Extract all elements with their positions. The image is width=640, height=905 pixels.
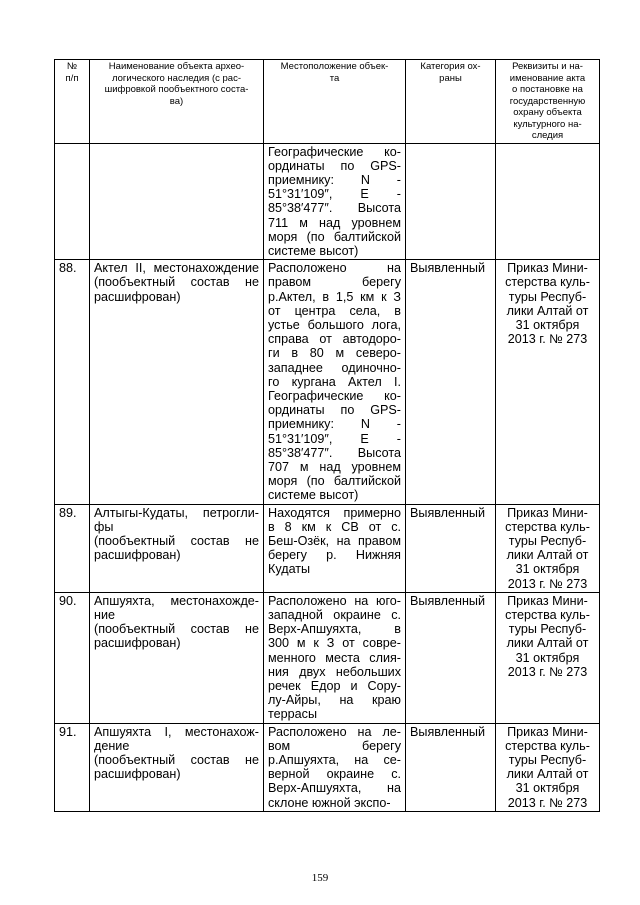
object-location-line: ги в 80 м северо- [268, 346, 401, 361]
act-details-line: 2013 г. № 273 [507, 795, 588, 810]
object-location-line: берегу р. Нижняя [268, 548, 401, 563]
object-name [90, 592, 264, 723]
row-number [55, 143, 90, 260]
header-line: следия [531, 130, 564, 141]
object-location-line: го кургана Актел I. [268, 374, 401, 389]
act-details-line: туры Респуб- [508, 753, 587, 768]
row-number: 88. [55, 260, 90, 504]
header-line: культурного на- [513, 118, 582, 130]
object-location [264, 723, 406, 811]
act-details-line: Приказ Мини- [507, 505, 588, 520]
act-details-line: туры Респуб- [508, 289, 587, 304]
object-location-line: р.Апшуяхта, на се- [268, 753, 401, 768]
protection-category: Выявленный [406, 260, 496, 504]
header-line: Реквизиты и на- [512, 61, 583, 72]
object-location-line: Кудаты [268, 562, 311, 577]
object-location-line: вом берегу [268, 738, 401, 753]
object-name-line: (пообъектный состав не [94, 622, 259, 637]
object-location-line: западнее одиночно- [268, 360, 401, 375]
object-location-line: устье большого лога, [268, 317, 401, 332]
header-line: шифровкой пообъектного соста- [104, 84, 249, 95]
object-location-line: 51°31′109″, E - [268, 187, 401, 202]
object-name [90, 143, 264, 260]
act-details-line: стерства куль- [505, 519, 590, 534]
object-location-line: в 8 км к СВ от с. [268, 519, 401, 534]
header-location [264, 60, 406, 144]
protection-category: Выявленный [406, 504, 496, 592]
header-line: п/п [65, 72, 79, 84]
header-line: именование акта [509, 72, 586, 84]
protection-category [406, 143, 496, 260]
object-location [264, 592, 406, 723]
object-location-line: Расположено на юго- [268, 593, 401, 608]
object-location-line: Верх-Апшуяхта, на [268, 781, 401, 796]
act-details-line: 31 октября [515, 781, 580, 796]
act-details-line: Приказ Мини- [507, 593, 588, 608]
act-details [496, 143, 600, 260]
act-details-line: туры Респуб- [508, 622, 587, 637]
object-location-line: речек Едор и Сору- [268, 679, 401, 694]
object-location-line: системе высот) [268, 243, 359, 258]
act-details-line: стерства куль- [505, 275, 590, 290]
object-location-line: Расположено на ле- [268, 724, 401, 739]
object-location-line: от центра села, в [268, 303, 401, 318]
act-details-line: 2013 г. № 273 [507, 576, 588, 591]
table-row [55, 592, 600, 723]
object-location-line: 51°31′109″, E - [268, 431, 401, 446]
table-row [55, 504, 600, 592]
act-details-line: 31 октября [515, 562, 580, 577]
object-location-line: приемнику: N - [268, 417, 401, 432]
object-name-line: Апшуяхта, местонахожде- [94, 593, 259, 608]
object-name-line: (пообъектный состав не [94, 533, 259, 548]
object-name-line: дение [94, 738, 130, 753]
object-location [264, 260, 406, 504]
header-line: охрану объекта [513, 107, 582, 118]
object-name-line: фы [94, 519, 114, 534]
object-name-line: расшифрован) [94, 548, 181, 563]
act-details-line: 31 октября [515, 650, 580, 665]
header-line: Наименование объекта архео- [108, 61, 245, 72]
heritage-table [54, 59, 600, 812]
header-line: № [66, 61, 78, 72]
act-details-line: лики Алтай от [506, 636, 589, 651]
object-location-line: р.Актел, в 1,5 км к З [268, 289, 401, 304]
object-location-line: ординаты по GPS- [268, 158, 401, 173]
protection-category: Выявленный [406, 723, 496, 811]
object-location-line: моря (по балтийской [268, 474, 401, 489]
act-details-line: лики Алтай от [506, 303, 589, 318]
object-location-line: правом берегу [268, 275, 401, 290]
object-location-line: террасы [268, 707, 317, 722]
act-details [496, 260, 600, 504]
object-name-line: (пообъектный состав не [94, 753, 259, 768]
object-name [90, 504, 264, 592]
object-name-line: Актел II, местонахождение [94, 261, 259, 276]
object-name-line: ние [94, 608, 115, 622]
object-location-line: ния двух небольших [268, 664, 401, 679]
object-location [264, 504, 406, 592]
object-location-line: западной окраине с. [268, 608, 401, 622]
act-details-line: 31 октября [515, 317, 580, 332]
table-row [55, 143, 600, 260]
object-name [90, 723, 264, 811]
act-details-line: стерства куль- [505, 738, 590, 753]
object-location-line: менного места слия- [268, 650, 401, 665]
row-number: 90. [55, 592, 90, 723]
act-details [496, 723, 600, 811]
header-category [406, 60, 496, 144]
object-location-line: Верх-Апшуяхта, в [268, 622, 401, 637]
object-name-line: расшифрован) [94, 636, 181, 651]
object-location-line: 85°38′477″. Высота [268, 201, 401, 216]
act-details-line: туры Респуб- [508, 533, 587, 548]
object-location-line: склоне южной экспо- [268, 795, 391, 810]
header-line: Местоположение объек- [280, 61, 389, 72]
page-number: 159 [311, 872, 329, 884]
object-location-line: Беш-Озёк, на правом [268, 533, 401, 548]
object-location-line: 300 м к З от совре- [268, 636, 401, 651]
object-name-line: расшифрован) [94, 767, 181, 782]
table-row [55, 723, 600, 811]
header-line: раны [439, 72, 462, 84]
row-number: 91. [55, 723, 90, 811]
object-name-line: Алтыгы-Кудаты, петрогли- [94, 505, 259, 520]
object-location-line: Географические ко- [268, 144, 401, 159]
table-row [55, 260, 600, 504]
header-line: Категория ох- [420, 61, 481, 72]
object-location-line: 707 м над уровнем [268, 459, 401, 474]
table-body [55, 143, 600, 811]
header-name [90, 60, 264, 144]
object-location-line: верной окраине с. [268, 767, 401, 782]
header-line: логического наследия (с рас- [112, 72, 241, 84]
object-location-line: лу-Айры, на краю [268, 693, 401, 708]
act-details [496, 592, 600, 723]
act-details-line: лики Алтай от [506, 548, 589, 563]
header-act [496, 60, 600, 144]
object-location-line: справа от автодоро- [268, 332, 401, 347]
act-details-line: Приказ Мини- [507, 724, 588, 739]
header-line: та [329, 72, 340, 84]
object-location-line: Географические ко- [268, 388, 401, 403]
act-details [496, 504, 600, 592]
object-location-line: системе высот) [268, 488, 359, 503]
object-location-line: моря (по балтийской [268, 229, 401, 244]
object-name-line: (пообъектный состав не [94, 275, 259, 290]
act-details-line: стерства куль- [505, 608, 590, 622]
row-number: 89. [55, 504, 90, 592]
object-name-line: Апшуяхта I, местонахож- [94, 724, 259, 739]
object-location-line: 711 м над уровнем [268, 215, 401, 230]
object-location [264, 143, 406, 260]
header-line: государственную [509, 95, 586, 107]
object-location-line: ординаты по GPS- [268, 403, 401, 418]
header-num [55, 60, 90, 144]
object-location-line: Расположено на [268, 261, 401, 276]
protection-category: Выявленный [406, 592, 496, 723]
act-details-line: 2013 г. № 273 [507, 332, 588, 347]
act-details-line: лики Алтай от [506, 767, 589, 782]
table-header-row [55, 60, 600, 144]
object-location-line: приемнику: N - [268, 172, 401, 187]
object-location-line: 85°38′477″. Высота [268, 445, 401, 460]
header-line: о постановке на [512, 84, 583, 95]
header-line: ва) [169, 95, 184, 107]
object-location-line: Находятся примерно [268, 505, 401, 520]
object-name [90, 260, 264, 504]
act-details-line: Приказ Мини- [507, 261, 588, 276]
object-name-line: расшифрован) [94, 289, 181, 304]
act-details-line: 2013 г. № 273 [507, 664, 588, 679]
